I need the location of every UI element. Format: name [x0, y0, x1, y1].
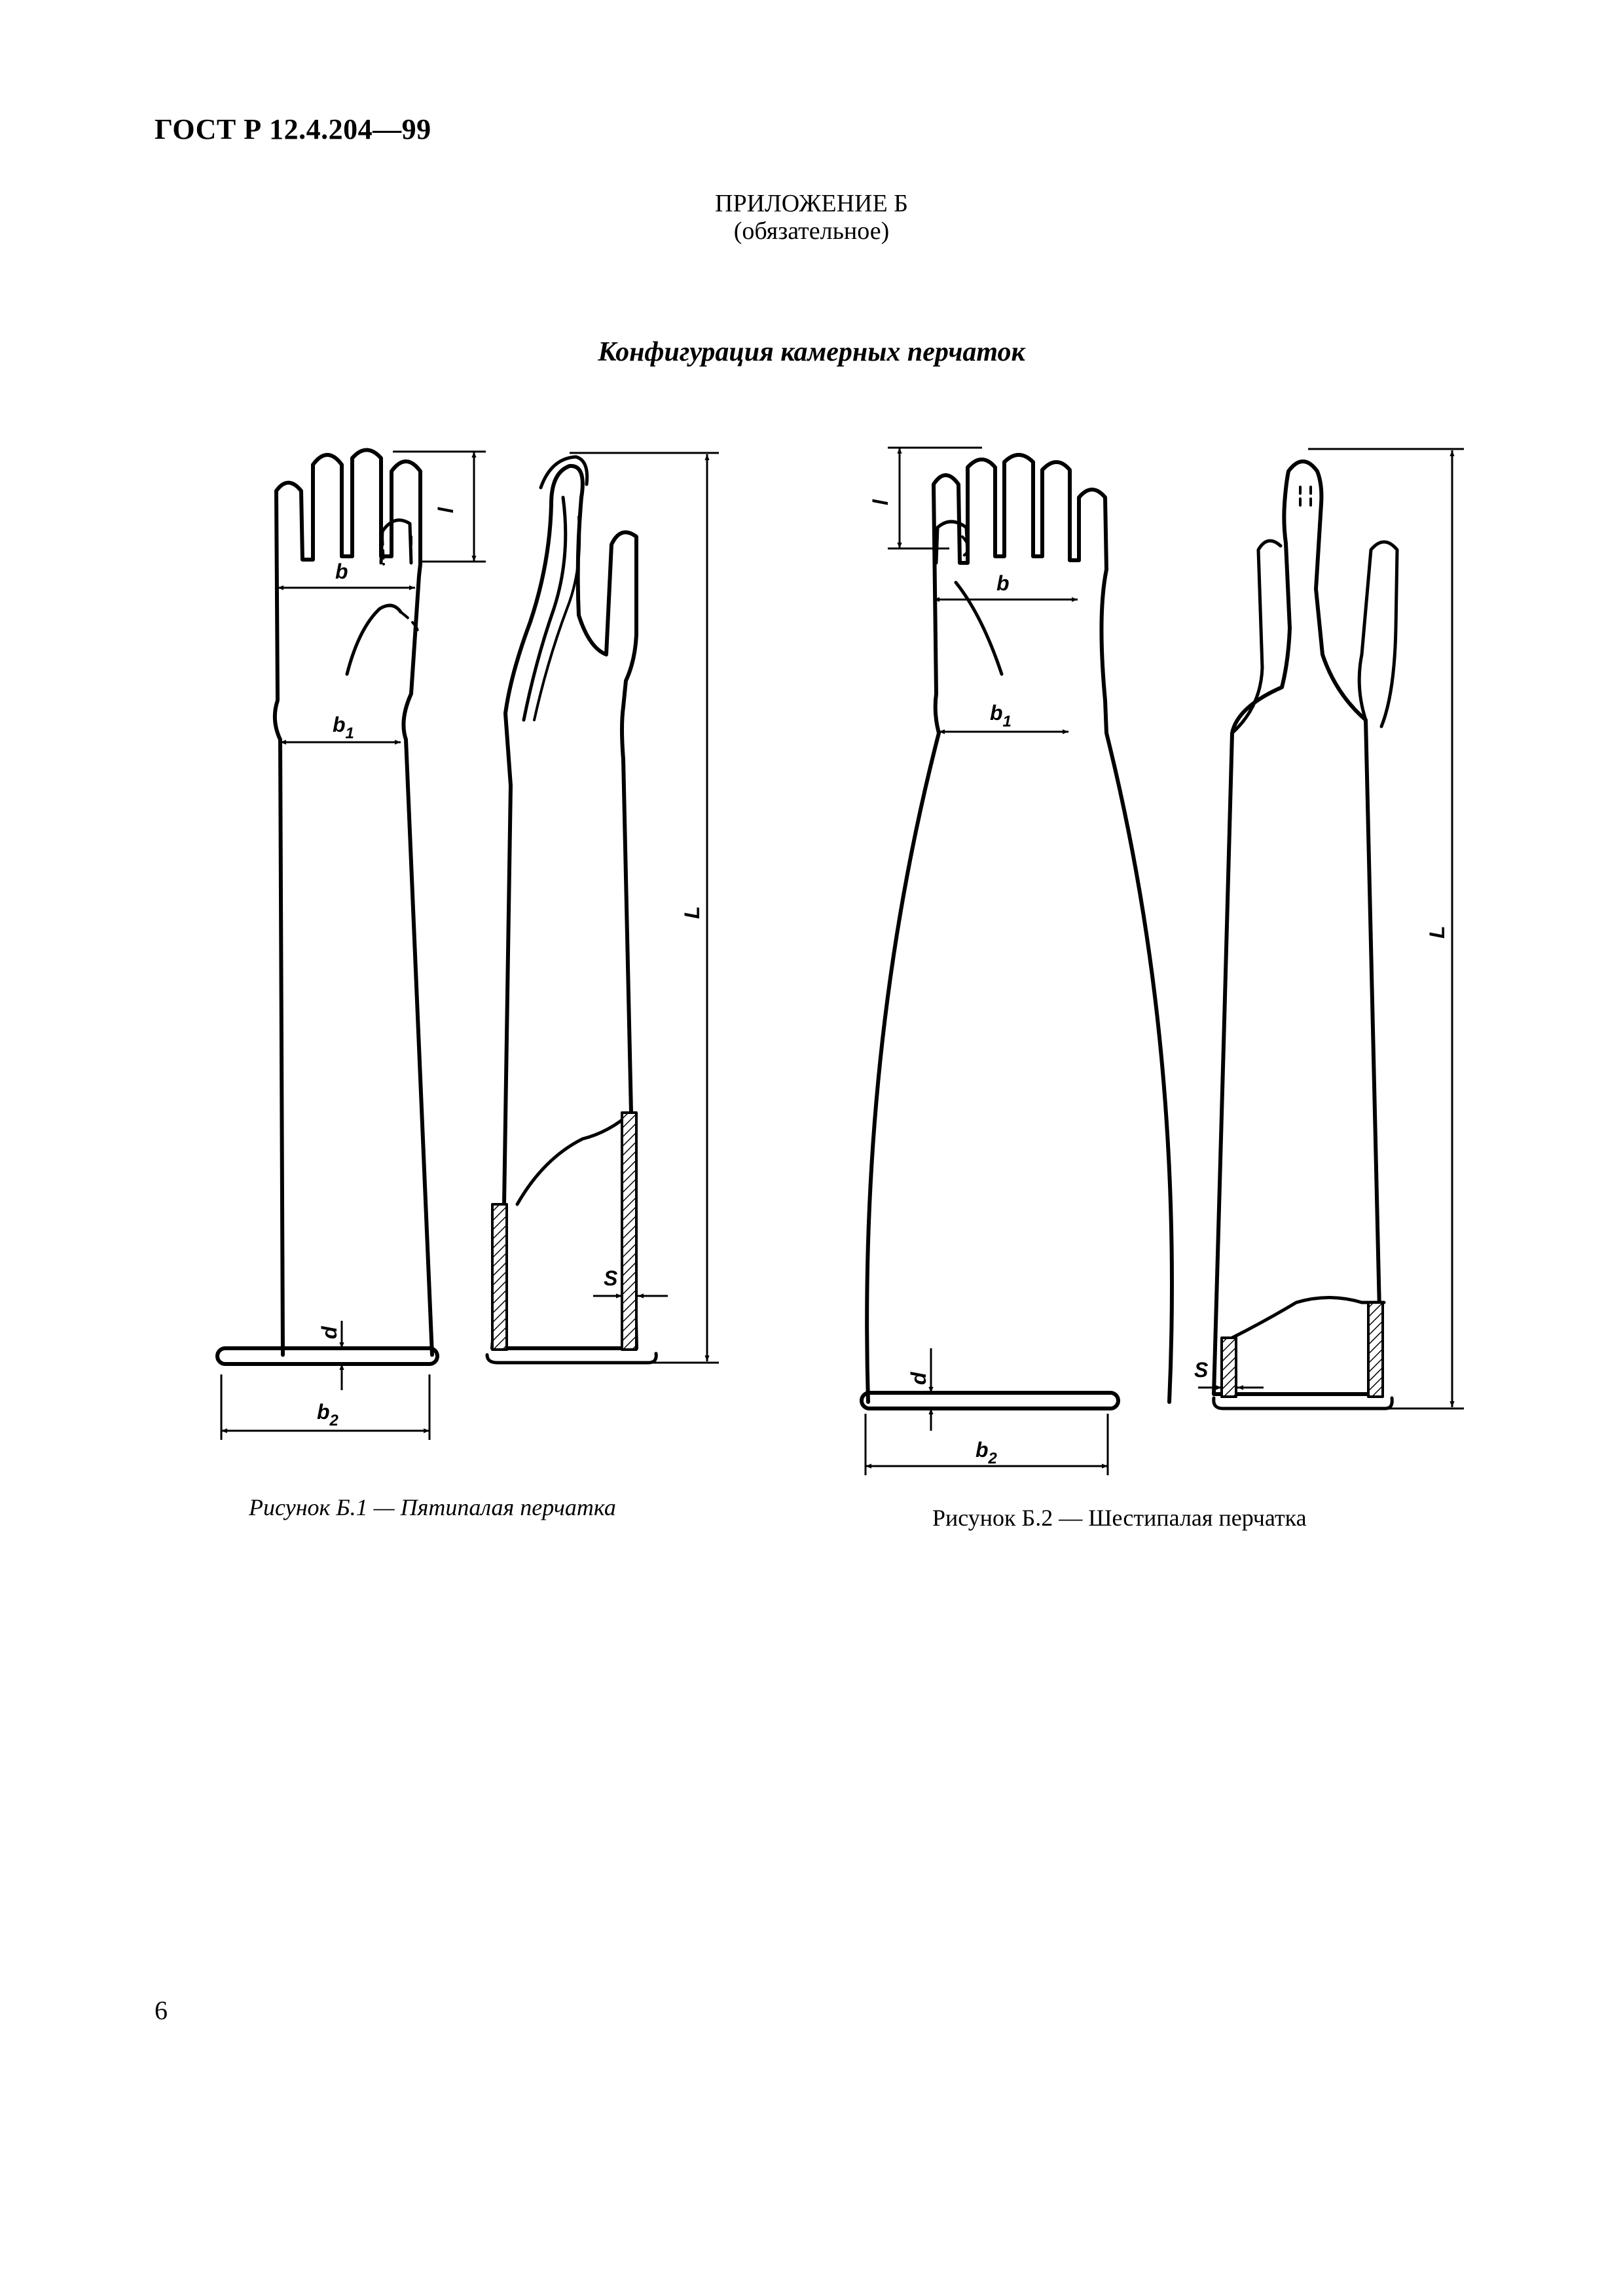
- glove2-front-outline: [867, 455, 1172, 1402]
- glove1-palm-crease: [347, 605, 401, 674]
- figure2-side-view: [1214, 461, 1397, 1408]
- glove2-side-inner-dashed: [1300, 487, 1311, 511]
- glove2-side-torn-edge: [1224, 1298, 1384, 1342]
- figure2-side-dimensions: [1198, 449, 1464, 1408]
- figure2-front-view: [862, 455, 1172, 1408]
- glove1-side-wall-right: [622, 1113, 636, 1350]
- glove1-side-finger-2: [524, 497, 566, 720]
- figure1-caption: Рисунок Б.1 — Пятипалая перчатка: [249, 1494, 616, 1520]
- figure1-front-dimensions: [221, 452, 486, 1440]
- glove1-thumb-dashed: [382, 537, 411, 564]
- glove2-side-right-finger: [1359, 542, 1397, 726]
- appendix-note: (обязательное): [733, 217, 890, 245]
- label-b2: $b_2$: [317, 1400, 338, 1429]
- label-L: L: [680, 906, 704, 919]
- label-b1: $b_1$: [333, 713, 354, 742]
- figure2-caption: Рисунок Б.2 — Шестипалая перчатка: [932, 1505, 1307, 1531]
- figure1-side-view: [487, 457, 656, 1363]
- glove1-side-bead: [487, 1354, 656, 1363]
- label-S: S: [604, 1266, 618, 1290]
- label2-b1: $b_1$: [990, 701, 1012, 730]
- glove2-cuff-ring: [862, 1393, 1118, 1408]
- glove1-side-outline: [492, 466, 636, 1348]
- figure1-labels: [317, 507, 704, 1429]
- glove2-side-wall-left: [1222, 1338, 1236, 1397]
- page-number: 6: [155, 1996, 168, 2025]
- label2-S: S: [1194, 1358, 1209, 1382]
- label-d: d: [318, 1326, 341, 1339]
- figure2-front-dimensions: [866, 448, 1108, 1475]
- glove2-side-outline: [1214, 461, 1381, 1394]
- glove1-side-torn-edge: [517, 1113, 631, 1204]
- glove1-side-finger-inner: [534, 517, 579, 720]
- label2-b: b: [996, 571, 1010, 595]
- label2-l: l: [869, 499, 892, 505]
- section-title: Конфигурация камерных перчаток: [598, 337, 1025, 367]
- glove1-cuff-ring: [217, 1348, 437, 1364]
- glove1-front-outline: [275, 450, 432, 1355]
- label-b: b: [335, 560, 348, 583]
- glove1-side-wall-left: [492, 1204, 507, 1350]
- glove2-side-wall-right: [1368, 1302, 1383, 1397]
- glove2-side-left-finger: [1232, 541, 1281, 733]
- appendix-title: ПРИЛОЖЕНИЕ Б: [715, 190, 908, 217]
- glove2-side-bead: [1214, 1398, 1393, 1408]
- label2-d: d: [907, 1372, 930, 1385]
- label2-b2: $b_2$: [976, 1438, 997, 1467]
- label2-L: L: [1425, 925, 1449, 939]
- glove2-thumb: [936, 522, 968, 563]
- label-l: l: [434, 507, 458, 513]
- glove2-palm-crease: [956, 583, 1002, 674]
- standard-designation: ГОСТ Р 12.4.204—99: [155, 113, 431, 145]
